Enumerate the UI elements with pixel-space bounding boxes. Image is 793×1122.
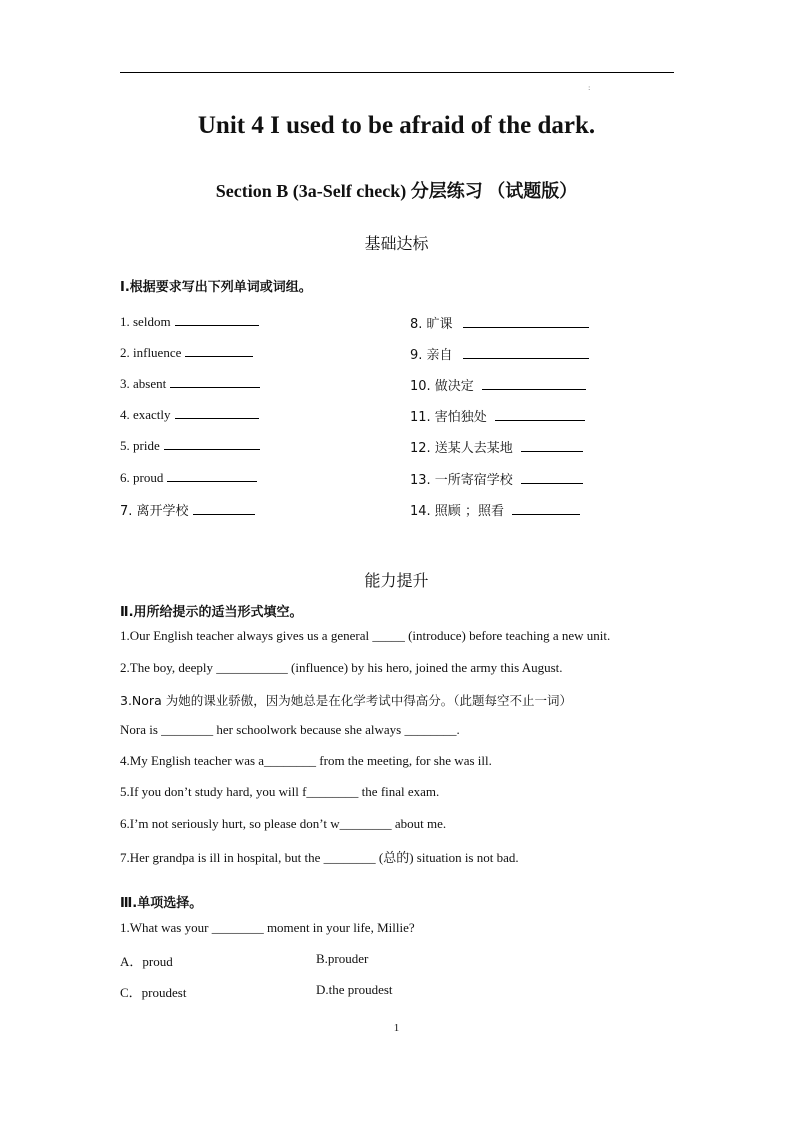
answer-blank[interactable]	[164, 437, 260, 450]
answer-blank[interactable]	[170, 375, 260, 388]
vocab-label: 9. 亲自	[410, 348, 453, 363]
answer-blank[interactable]	[512, 502, 580, 515]
vocab-item	[120, 344, 253, 361]
top-rule	[120, 72, 674, 73]
fill-question-answer-line: Nora is ________ her schoolwork because she always ________.	[120, 722, 460, 737]
mc-question: 1.What was your ________ moment in your life, Millie?	[120, 920, 415, 935]
vocab-item	[120, 500, 255, 519]
fill-question: 4.My English teacher was a________ from the meeting, for she was ill.	[120, 753, 492, 768]
vocab-item	[410, 406, 585, 425]
fill-question: 2.The boy, deeply ___________ (influence) by his hero, joined the army this August.	[120, 660, 563, 675]
answer-blank[interactable]	[463, 346, 589, 359]
section-1-title: Ⅰ.根据要求写出下列单词或词组。	[120, 280, 312, 295]
vocab-label: 4. exactly	[120, 407, 171, 422]
mc-option-c: C．proudest	[120, 985, 187, 1000]
page-subtitle: Section B (3a-Self check) 分层练习 （试题版）	[215, 181, 578, 201]
vocab-item	[410, 469, 583, 488]
vocab-label: 5. pride	[120, 438, 160, 453]
vocab-label: 10. 做决定	[410, 379, 474, 394]
fill-question: 6.I’m not seriously hurt, so please don’t w________ about me.	[120, 816, 447, 831]
vocab-label: 7. 离开学校	[120, 504, 189, 519]
answer-blank[interactable]	[495, 408, 585, 421]
page-number: 1	[393, 1022, 400, 1034]
page-title: Unit 4 I used to be afraid of the dark.	[197, 112, 596, 139]
mc-option-d: D.the proudest	[316, 982, 393, 997]
heading-advanced: 能力提升	[364, 571, 429, 590]
vocab-label: 11. 害怕独处	[410, 410, 487, 425]
section-3-title: Ⅲ.单项选择。	[120, 896, 203, 911]
answer-blank[interactable]	[167, 469, 257, 482]
vocab-label: 12. 送某人去某地	[410, 441, 513, 456]
vocab-item	[410, 313, 589, 332]
vocab-label: 2. influence	[120, 345, 182, 360]
section-2-title: Ⅱ.用所给提示的适当形式填空。	[120, 605, 303, 620]
mc-option-a: A．proud	[120, 954, 173, 969]
vocab-item	[410, 344, 589, 363]
vocab-item	[410, 375, 586, 394]
vocab-label: 3. absent	[120, 376, 167, 391]
vocab-item	[120, 406, 259, 423]
fill-question: 7.Her grandpa is ill in hospital, but the ________ (总的) situation is not bad.	[120, 850, 519, 865]
answer-blank[interactable]	[482, 377, 586, 390]
vocab-item	[120, 375, 260, 392]
answer-blank[interactable]	[463, 315, 589, 328]
vocab-label: 14. 照顾 ；照看	[410, 504, 504, 519]
answer-blank[interactable]	[175, 406, 259, 419]
fill-question: 1.Our English teacher always gives us a general _____ (introduce) before teaching a new unit.	[120, 628, 611, 643]
margin-mark: :	[588, 84, 591, 92]
vocab-item	[120, 313, 259, 330]
vocab-item	[410, 500, 580, 519]
vocab-label: 1. seldom	[120, 314, 171, 329]
vocab-item	[410, 437, 583, 456]
vocab-item	[120, 469, 257, 486]
vocab-label: 13. 一所寄宿学校	[410, 473, 513, 488]
answer-blank[interactable]	[521, 439, 583, 452]
answer-blank[interactable]	[193, 502, 255, 515]
vocab-label: 8. 旷课	[410, 317, 453, 332]
mc-option-b: B.prouder	[316, 951, 369, 966]
vocab-label: 6. proud	[120, 470, 164, 485]
fill-question: 3.Nora 为她的课业骄傲，因为她总是在化学考试中得高分。（此题每空不止一词）	[120, 693, 572, 708]
answer-blank[interactable]	[185, 344, 253, 357]
fill-question: 5.If you don’t study hard, you will f________ the final exam.	[120, 784, 440, 799]
answer-blank[interactable]	[175, 313, 259, 326]
answer-blank[interactable]	[521, 471, 583, 484]
vocab-item	[120, 437, 260, 454]
heading-basic: 基础达标	[364, 234, 429, 253]
